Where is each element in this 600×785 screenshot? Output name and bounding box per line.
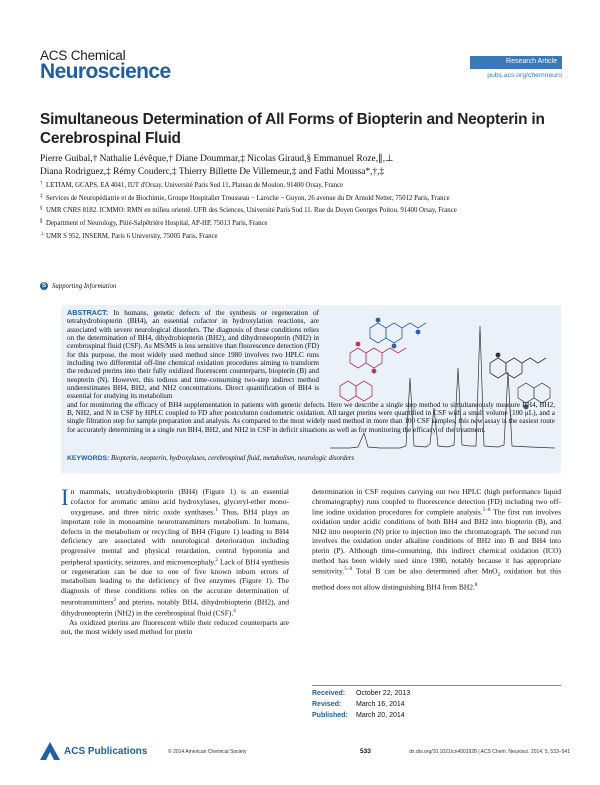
keywords-label: KEYWORDS: [67,455,110,462]
affiliation-item: § UMR CNRS 8182. ICMMO: RMN en milieu orienté. UFR des Sciences, Université Paris Sud 11. Rue du Doyen Georges Poitou. 91400 Orsay, France [40,206,457,215]
date-row: Received: October 22, 2013 [312,690,411,697]
supporting-information-link[interactable] [40,282,116,290]
body-column-right: determination in CSF requires carrying out two HPLC (high performance liquid chromatography) runs coupled to fluorescence detection (FD) including two off-line iodine oxidation procedures for complete analysis.$^{5-8}$ The first run involves oxidation under acidic conditions of both BH4 and BH2 into biopterin (B), and NH2 into neopterin (N) prior to injection into the chromatograph. The second run involves the oxidation under alkaline conditions of BH2 into B and BH4 into pterin (P). Although time-consuming, this indirect chemical oxidation (ICO) method has been widely used since 1980, notably because it has appropriate sensitivity.$^{5-8}$ Total B can be also determined after MnO$_2$ oxidation but this method does not allow distinguishing BH4 from BH2.$^8$ [312,487,562,592]
body-column-left: In mammals, tetrahydrobiopterin (BH4) (Figure 1) is an essential cofactor for aromatic amino acid hydroxylases, glyceryl-ether mono-oxygenase, and three nitric oxide synthases.$^1$ Thus, BH4 plays an important role in monoamine neurotransmitters metabolism. In humans, defects in the metabolism or recycling of BH4 (Figure 1) leading to BH4 deficiency are associated with neurological deterioration including progressive mental and physical retardation, central hypotonia and peripheral spasticity, seizures, and microencephaly.$^2$ Lack of BH4 synthesis or regeneration can be due to one of five known inborn errors of metabolism leading to the deficiency of five enzymes (Figure 1). The diagnosis of these conditions relies on the accurate determination of neurotransmitters$^3$ and pterins, notably BH4, dihydrobiopterin (BH2), and dihydroneopterin (NH2) in the cerebrospinal fluid (CSF).$^4$ As oxidized pterins are fluorescent while their reduced counterparts are not, the most widely used method for pterin [61,485,289,637]
acs-logo-icon [40,742,60,760]
keywords [67,455,557,462]
affiliation-item: ⊥ UMR S 952, INSERM, Paris 6 University, 75005 Paris, France [40,231,218,240]
abstract-part2: and for monitoring the efficacy of BH4 supplementation in patients with genetic defects. Here we describe a single step method to simultaneously measure BH4, BH2, B, NH2, and N in CSF by HPLC coupled to FD after postcolumn coulometric oxidation. All target pterins were quantified in CSF with a small volume (100 μL), and a single filtration step for sample preparation and analysis. As compared to the most widely used method in more than 100 CSF samples, this new assay is the easiest route for accurately determining in a single run BH4, BH2, and NH2 in CSF in deficit situations as well as for monitoring the efficacy of the treatment. [67,400,555,434]
publisher-name: ACS Publications [64,745,148,757]
acs-publications-logo[interactable] [40,742,147,760]
author-line: Pierre Guibal,† Nathalie Lévêque,† Diane Doummar,‡ Nicolas Giraud,§ Emmanuel Roze,∥,⊥ [40,154,394,164]
abstract-label: ABSTRACT: [67,308,109,317]
affiliation-item: ∥ Department of Neurology, Pitié-Salpêtrière Hospital, AP-HP, 75013 Paris, France [40,219,268,228]
keywords-list: Biopterin, neopterin, hydroxylases, cerebrospinal fluid, metabolism, neurologic disorders [111,455,355,462]
supporting-info-icon: S [41,283,46,289]
author-line: Diana Rodriguez,‡ Rémy Couderc,‡ Thierry Billette De Villemeur,‡ and Fathi Moussa*,†,‡ [40,166,385,177]
journal-url-link[interactable]: pubs.acs.org/chemneuro [487,72,562,79]
affiliations [40,182,565,245]
citation-doi-link[interactable]: dx.doi.org/10.1021/cn4001928 | ACS Chem. Neurosci. 2014, 5, 533−541 [409,749,570,755]
article-dates [312,685,561,722]
supporting-info-label: Supporting Information [52,282,117,290]
date-row: Revised: March 16, 2014 [312,701,405,709]
paragraph: As oxidized pterins are fluorescent while their reduced counterparts are not, the most widely used method for pterin [61,617,289,637]
author-list [40,153,580,178]
journal-name-line1: ACS Chemical [40,48,126,63]
drop-cap: I [61,485,69,510]
journal-name-line2: Neuroscience [40,60,171,83]
affiliation-item: † LETIAM, GCAPS, EA 4041, IUT d'Orsay, Université Paris Sud 11, Plateau de Moulon. 91400 Orsay, France [40,181,344,189]
abstract-text [67,309,555,434]
page-number: 533 [360,748,371,755]
copyright: © 2014 American Chemical Society [168,749,247,755]
date-row: Published: March 20, 2014 [312,712,405,720]
affiliation-item: ‡ Services de Neuropédiatrie et de Biochimie, Groupe Hospitalier Trousseau − Laroche − Guyon, 26 avenue du Dr Arnold Netter, 75012 Paris, France [40,193,450,202]
article-type-badge: Research Article [470,56,562,69]
article-title: Simultaneous Determination of All Forms of Biopterin and Neopterin in Cerebrospinal Fluid [40,111,545,147]
abstract-part1: In humans, genetic defects of the synthesis or regeneration of tetrahydrobiopterin (BH4), an essential cofactor in hydroxylation reactions, are associated with severe neurological disorders. The diagnosis of these conditions relies on the determination of BH4, dihydrobiopterin (BH2), and dihydroneopterin (NH2) in cerebrospinal fluid (CSF). As MS/MS is less sensitive than fluorescence detection (FD) for this purpose, the most widely used method since 1980 involves two HPLC runs including two differential off-line chemical oxidation procedures aiming to transform the reduced pterins into their fully oxidized fluorescent counterparts, biopterin (B) and neopterin (N). However, this tedious and time-consuming two-step indirect method underestimates BH4, BH2, and NH2 concentrations. Direct quantification of BH4 is essential for studying its metabolism [67,309,319,401]
page-footer [40,742,570,762]
